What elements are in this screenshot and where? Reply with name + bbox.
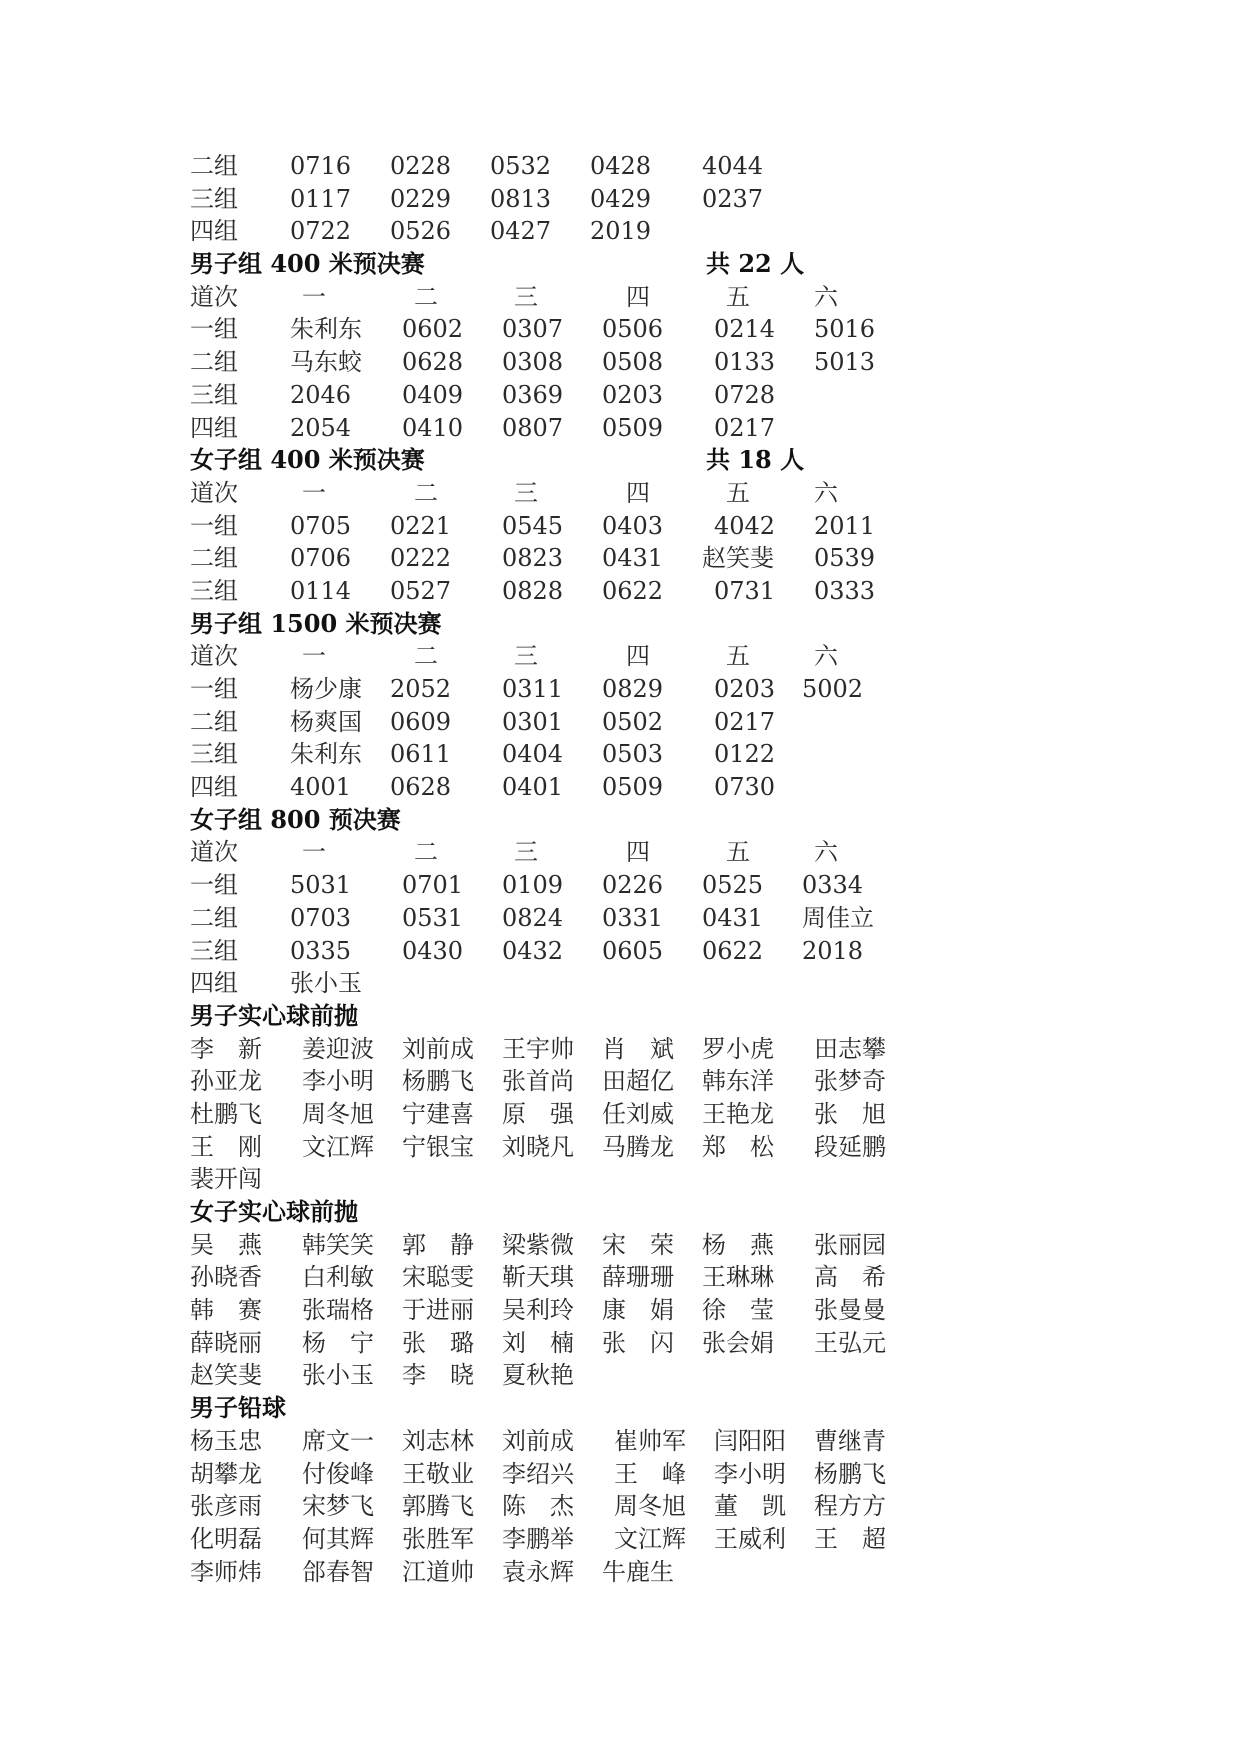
- name-row: 薛晓丽 杨 宁 张 璐 刘 楠 张 闪 张会娟 王弘元: [190, 1328, 886, 1357]
- name-row: 韩 赛 张瑞格 于进丽 吴利玲 康 娟 徐 莹 张曼曼: [190, 1296, 886, 1325]
- lane-header-row: 道次 一 二 三 四 五 六: [190, 282, 838, 311]
- heat-row: 一组 0705 0221 0545 0403 4042 2011: [190, 511, 876, 540]
- heat-row: 四组 0722 0526 0427 2019: [190, 217, 652, 246]
- section-title: 男子实心球前抛: [190, 1000, 358, 1030]
- section-title: 女子组 800 预决赛: [190, 804, 401, 834]
- heat-row: 二组 杨爽国 0609 0301 0502 0217: [190, 707, 776, 736]
- heat-row: 三组 2046 0409 0369 0203 0728: [190, 380, 776, 409]
- heat-row: 四组 4001 0628 0401 0509 0730: [190, 773, 776, 802]
- lane-header-row: 道次 一 二 三 四 五 六: [190, 478, 838, 507]
- name-row: 张彦雨 宋梦飞 郭腾飞 陈 杰 周冬旭 董 凯 程方方: [190, 1492, 886, 1521]
- lane-header-row: 道次 一 二 三 四 五 六: [190, 642, 838, 671]
- heat-row: 三组 0335 0430 0432 0605 0622 2018: [190, 936, 864, 965]
- name-row: 杜鹏飞 周冬旭 宁建喜 原 强 任刘威 王艳龙 张 旭: [190, 1099, 886, 1128]
- section-title: 男子组 1500 米预决赛: [190, 608, 442, 638]
- lane-header-row: 道次 一 二 三 四 五 六: [190, 838, 838, 867]
- heat-row: 四组 2054 0410 0807 0509 0217: [190, 413, 776, 442]
- heat-row: 三组 0114 0527 0828 0622 0731 0333: [190, 576, 876, 605]
- section-title: 男子铅球: [190, 1393, 286, 1423]
- heat-row: 二组 0703 0531 0824 0331 0431 周佳立: [190, 903, 874, 932]
- name-row: 李 新 姜迎波 刘前成 王宇帅 肖 斌 罗小虎 田志攀: [190, 1034, 886, 1063]
- participant-count: 共 18 人: [706, 445, 805, 475]
- name-row: 吴 燕 韩笑笑 郭 静 梁紫微 宋 荣 杨 燕 张丽园: [190, 1230, 886, 1259]
- heat-row: 二组 0716 0228 0532 0428 4044: [190, 152, 764, 180]
- heat-row: 二组 0706 0222 0823 0431 赵笑斐 0539: [190, 544, 876, 573]
- heat-row: 一组 5031 0701 0109 0226 0525 0334: [190, 871, 864, 900]
- heat-row: 三组 0117 0229 0813 0429 0237: [190, 184, 764, 213]
- heat-row: 四组 张小玉: [190, 969, 362, 998]
- name-row: 孙晓香 白利敏 宋聪雯 靳天琪 薛珊珊 王琳琳 高 希: [190, 1263, 886, 1292]
- heat-row: 一组 杨少康 2052 0311 0829 0203 5002: [190, 675, 864, 703]
- heat-row: 一组 朱利东 0602 0307 0506 0214 5016: [190, 315, 876, 344]
- name-row: 李师炜 郃春智 江道帅 袁永辉 牛鹿生: [190, 1557, 674, 1586]
- section-title: 女子实心球前抛: [190, 1197, 358, 1226]
- name-row: 赵笑斐 张小玉 李 晓 夏秋艳: [190, 1361, 574, 1390]
- document-body: [190, 150, 910, 1588]
- heat-row: 三组 朱利东 0611 0404 0503 0122: [190, 740, 776, 769]
- name-row: 王 刚 文江辉 宁银宝 刘晓凡 马腾龙 郑 松 段延鹏: [190, 1132, 886, 1161]
- name-row: 化明磊 何其辉 张胜军 李鹏举 文江辉 王威利 王 超: [190, 1524, 886, 1553]
- participant-count: 共 22 人: [706, 249, 805, 279]
- name-row: 胡攀龙 付俊峰 王敬业 李绍兴 王 峰 李小明 杨鹏飞: [190, 1459, 886, 1488]
- section-title: 女子组 400 米预决赛 共 18 人: [190, 444, 910, 477]
- name-row: 裴开闯: [190, 1165, 262, 1194]
- heat-row: 二组 马东蛟 0628 0308 0508 0133 5013: [190, 348, 876, 377]
- name-row: 杨玉忠 席文一 刘志林 刘前成 崔帅军 闫阳阳 曹继青: [190, 1426, 886, 1455]
- name-row: 孙亚龙 李小明 杨鹏飞 张首尚 田超亿 韩东洋 张梦奇: [190, 1067, 886, 1096]
- section-title: 男子组 400 米预决赛 共 22 人: [190, 248, 910, 281]
